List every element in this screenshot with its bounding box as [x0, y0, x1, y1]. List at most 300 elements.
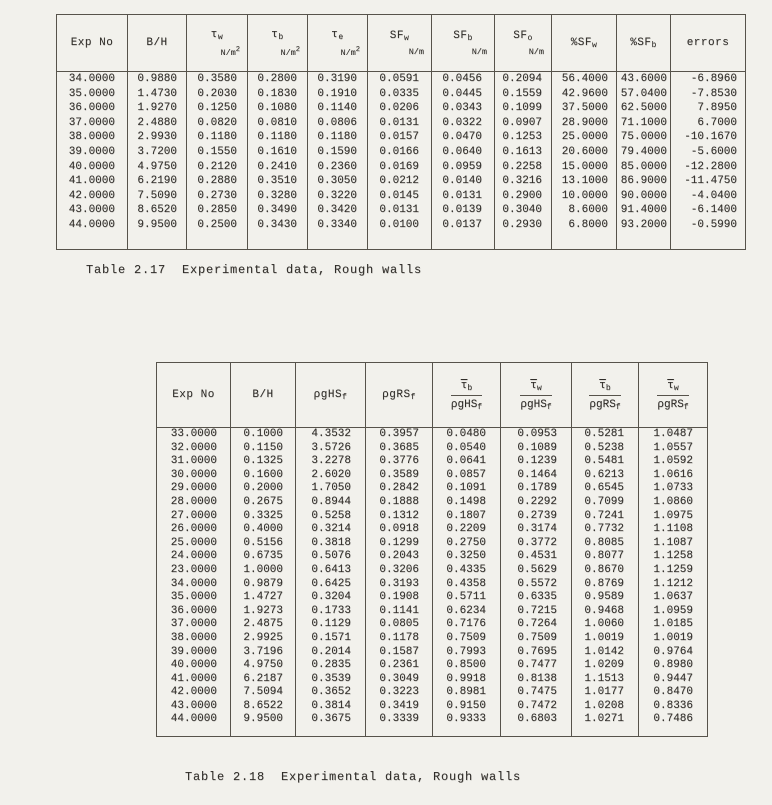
cell: 0.0343 [432, 101, 495, 116]
cell: 0.1239 [501, 455, 572, 469]
cell: 42.9600 [552, 87, 617, 102]
cell: 0.3280 [248, 189, 308, 204]
cell: 0.3204 [296, 591, 366, 605]
column-header [501, 363, 572, 428]
table-header [57, 15, 746, 72]
cell: 0.1610 [248, 145, 308, 160]
cell: 35.0000 [170, 591, 217, 604]
cell: 43.6000 [617, 72, 671, 87]
table-row [157, 646, 708, 660]
cell: 0.7472 [501, 700, 572, 714]
cell: 44.0000 [170, 713, 217, 726]
cell: -5.6000 [671, 145, 746, 160]
table-row [157, 591, 708, 605]
cell: 0.3190 [308, 72, 368, 87]
cell: 1.0019 [572, 632, 639, 646]
column-header-label: B/H [252, 389, 274, 401]
column-header [308, 15, 368, 72]
cell: 0.0206 [368, 101, 432, 116]
table-row [57, 174, 746, 189]
cell: 0.0640 [432, 145, 495, 160]
cell: 0.2043 [366, 550, 433, 564]
table-row [157, 455, 708, 469]
cell: 0.9468 [572, 605, 639, 619]
cell: 0.0918 [366, 523, 433, 537]
cell: 3.5726 [296, 442, 366, 456]
cell: 0.3214 [296, 523, 366, 537]
cell: 0.0145 [368, 189, 432, 204]
cell: 0.2361 [366, 659, 433, 673]
cell: 34.0000 [170, 577, 217, 590]
column-header [296, 363, 366, 428]
cell: 0.6413 [296, 564, 366, 578]
table-header [157, 363, 708, 428]
cell: 31.0000 [170, 455, 217, 468]
cell: 0.5238 [572, 442, 639, 456]
cell: 1.0000 [231, 564, 296, 578]
table-row [157, 537, 708, 551]
cell: 90.0000 [617, 189, 671, 204]
cell: 0.1089 [501, 442, 572, 456]
table-row [157, 469, 708, 483]
cell: 1.0271 [572, 713, 639, 736]
cell: 0.8670 [572, 564, 639, 578]
cell: -6.1400 [671, 203, 746, 218]
column-header-label: $\%SF_b$ [630, 37, 657, 50]
fraction-header-label: $\frac{\overline{\tau}_w}{\rho gRS_f}$ [657, 379, 689, 412]
table-row [157, 564, 708, 578]
table-row [57, 145, 746, 160]
cell: 8.6520 [128, 203, 187, 218]
cell: 10.0000 [552, 189, 617, 204]
cell: 0.3050 [308, 174, 368, 189]
table-row [157, 496, 708, 510]
cell: 28.9000 [552, 116, 617, 131]
cell: 0.9879 [231, 578, 296, 592]
cell: 0.8981 [433, 686, 501, 700]
cell: 0.0140 [432, 174, 495, 189]
cell: 32.0000 [170, 441, 217, 454]
cell: 0.3206 [366, 564, 433, 578]
column-header-label: $\tau_b$ [271, 28, 284, 42]
cell: 0.0953 [501, 428, 572, 442]
cell: 0.1888 [366, 496, 433, 510]
cell: 1.9270 [128, 101, 187, 116]
cell: 85.0000 [617, 160, 671, 175]
cell: 42.0000 [68, 189, 115, 202]
cell: 44.0000 [68, 218, 115, 231]
cell: 0.0540 [433, 442, 501, 456]
table-row [157, 673, 708, 687]
cell: 0.7695 [501, 646, 572, 660]
cell: 0.1299 [366, 537, 433, 551]
cell: 0.8470 [639, 686, 708, 700]
cell: 0.0470 [432, 130, 495, 145]
cell: 1.1259 [639, 564, 708, 578]
cell: 1.9273 [231, 605, 296, 619]
cell: 0.1253 [495, 130, 552, 145]
cell: 0.3589 [366, 469, 433, 483]
cell: 0.1600 [231, 469, 296, 483]
table-row [157, 686, 708, 700]
cell: 93.2000 [617, 218, 671, 249]
cell: 0.9333 [433, 713, 501, 736]
cell: 30.0000 [170, 468, 217, 481]
table-row [157, 632, 708, 646]
cell: 0.7215 [501, 605, 572, 619]
cell: 0.4335 [433, 564, 501, 578]
cell: -4.0400 [671, 189, 746, 204]
cell: 0.1733 [296, 605, 366, 619]
cell: 37.0000 [68, 116, 115, 129]
cell: 39.0000 [170, 645, 217, 658]
cell: 0.3652 [296, 686, 366, 700]
cell: 0.8769 [572, 578, 639, 592]
cell: 0.1550 [187, 145, 248, 160]
column-header [366, 363, 433, 428]
cell: 0.3220 [308, 189, 368, 204]
cell: 0.3685 [366, 442, 433, 456]
column-header [671, 15, 746, 72]
cell: 25.0000 [170, 536, 217, 549]
cell: 0.1180 [248, 130, 308, 145]
cell: 1.7050 [296, 482, 366, 496]
cell: 0.9918 [433, 673, 501, 687]
cell: 0.3430 [248, 218, 308, 249]
cell: 0.0157 [368, 130, 432, 145]
cell: 0.2842 [366, 482, 433, 496]
column-header [57, 15, 128, 72]
cell: 0.2014 [296, 646, 366, 660]
cell: 7.5094 [231, 686, 296, 700]
column-header [432, 15, 495, 72]
cell: 0.2739 [501, 510, 572, 524]
cell: 43.0000 [68, 204, 115, 217]
cell: 0.1140 [308, 101, 368, 116]
cell: 0.2360 [308, 160, 368, 175]
cell: 0.7477 [501, 659, 572, 673]
cell: 75.0000 [617, 130, 671, 145]
cell: 0.0335 [368, 87, 432, 102]
cell: 6.8000 [552, 218, 617, 249]
column-header [248, 15, 308, 72]
cell: 1.1513 [572, 673, 639, 687]
cell: 0.1830 [248, 87, 308, 102]
column-header-label: $\%SF_w$ [570, 37, 598, 50]
cell: 0.1559 [495, 87, 552, 102]
column-unit-label: N/m [471, 46, 487, 57]
cell: 0.1312 [366, 510, 433, 524]
cell: 2.4875 [231, 618, 296, 632]
cell: 1.0487 [639, 428, 708, 442]
cell: 0.2209 [433, 523, 501, 537]
table-row [157, 482, 708, 496]
cell: 0.3675 [296, 713, 366, 736]
cell: 1.1108 [639, 523, 708, 537]
cell: 1.0557 [639, 442, 708, 456]
cell: 0.0591 [368, 72, 432, 87]
cell: 1.1212 [639, 578, 708, 592]
cell: 0.0907 [495, 116, 552, 131]
cell: 1.0616 [639, 469, 708, 483]
fraction-header-label: $\frac{\overline{\tau}_w}{\rho gHS_f}$ [520, 379, 552, 412]
cell: 0.3580 [187, 72, 248, 87]
cell: 0.1464 [501, 469, 572, 483]
cell: 0.3420 [308, 203, 368, 218]
cell: 0.1080 [248, 101, 308, 116]
cell: 0.7176 [433, 618, 501, 632]
cell: 0.0805 [366, 618, 433, 632]
cell: 0.5076 [296, 550, 366, 564]
cell: 0.8077 [572, 550, 639, 564]
cell: 0.3250 [433, 550, 501, 564]
cell: 2.4880 [128, 116, 187, 131]
cell: 0.5481 [572, 455, 639, 469]
experimental-data-table-2-18 [156, 362, 708, 737]
cell: 0.7509 [501, 632, 572, 646]
table-row [157, 605, 708, 619]
table-row [57, 160, 746, 175]
cell: 0.0212 [368, 174, 432, 189]
cell: 0.3049 [366, 673, 433, 687]
cell: 0.4000 [231, 523, 296, 537]
cell: 36.0000 [170, 604, 217, 617]
table-row [57, 189, 746, 204]
column-header [157, 363, 231, 428]
column-unit-label: N/m [528, 46, 544, 57]
cell: 1.0019 [639, 632, 708, 646]
cell: 4.3532 [296, 428, 366, 442]
cell: 0.7509 [433, 632, 501, 646]
cell: 1.0209 [572, 659, 639, 673]
table-row [57, 218, 746, 249]
table-row [57, 101, 746, 116]
fraction-header-label: $\frac{\overline{\tau}_b}{\rho gRS_f}$ [589, 379, 621, 412]
cell: 0.5629 [501, 564, 572, 578]
cell: 0.7732 [572, 523, 639, 537]
cell: 33.0000 [170, 428, 217, 440]
cell: 0.1587 [366, 646, 433, 660]
cell: 0.2850 [187, 203, 248, 218]
cell: 0.1150 [231, 442, 296, 456]
cell: 0.2030 [187, 87, 248, 102]
cell: 0.7486 [639, 713, 708, 736]
table-row [57, 72, 746, 87]
cell: 0.0322 [432, 116, 495, 131]
cell: 37.0000 [170, 618, 217, 631]
cell: 37.5000 [552, 101, 617, 116]
cell: 40.0000 [68, 160, 115, 173]
cell: 2.9925 [231, 632, 296, 646]
cell: 0.2800 [248, 72, 308, 87]
cell: 0.8336 [639, 700, 708, 714]
cell: -10.1670 [671, 130, 746, 145]
cell: 0.0100 [368, 218, 432, 249]
cell: 0.2258 [495, 160, 552, 175]
cell: 0.2292 [501, 496, 572, 510]
cell: 0.3174 [501, 523, 572, 537]
cell: 57.0400 [617, 87, 671, 102]
cell: 0.1180 [187, 130, 248, 145]
column-header [617, 15, 671, 72]
cell: 0.0139 [432, 203, 495, 218]
cell: 1.1258 [639, 550, 708, 564]
cell: 1.0959 [639, 605, 708, 619]
cell: 0.0810 [248, 116, 308, 131]
cell: 56.4000 [552, 72, 617, 87]
header-row [57, 15, 746, 72]
cell: 0.3340 [308, 218, 368, 249]
cell: 1.4730 [128, 87, 187, 102]
cell: 0.1129 [296, 618, 366, 632]
cell: 0.7264 [501, 618, 572, 632]
column-header [572, 363, 639, 428]
column-header [639, 363, 708, 428]
cell: 8.6522 [231, 700, 296, 714]
cell: 0.7099 [572, 496, 639, 510]
table-row [57, 130, 746, 145]
cell: 23.0000 [170, 563, 217, 576]
cell: 1.0860 [639, 496, 708, 510]
cell: 13.1000 [552, 174, 617, 189]
cell: 3.2278 [296, 455, 366, 469]
cell: 0.0131 [368, 116, 432, 131]
table-row [157, 510, 708, 524]
cell: 0.3040 [495, 203, 552, 218]
cell: 0.9764 [639, 646, 708, 660]
cell: 0.0445 [432, 87, 495, 102]
cell: 0.1091 [433, 482, 501, 496]
cell: 0.1000 [231, 428, 296, 442]
cell: 0.1789 [501, 482, 572, 496]
cell: 6.2187 [231, 673, 296, 687]
cell: 0.8138 [501, 673, 572, 687]
cell: 86.9000 [617, 174, 671, 189]
cell: 0.3339 [366, 713, 433, 736]
cell: 3.7196 [231, 646, 296, 660]
cell: 0.6803 [501, 713, 572, 736]
cell: 0.3776 [366, 455, 433, 469]
table-row [157, 550, 708, 564]
cell: 1.0208 [572, 700, 639, 714]
cell: 0.4531 [501, 550, 572, 564]
cell: 0.0166 [368, 145, 432, 160]
cell: 35.0000 [68, 87, 115, 100]
column-header [128, 15, 187, 72]
column-unit-label: $N/m^2$ [340, 45, 360, 58]
column-header-label: errors [686, 37, 730, 49]
cell: 0.6213 [572, 469, 639, 483]
table-row [57, 203, 746, 218]
cell: 0.1141 [366, 605, 433, 619]
cell: 24.0000 [170, 550, 217, 563]
column-header-label: Exp No [172, 389, 215, 401]
cell: 0.0480 [433, 428, 501, 442]
column-header [187, 15, 248, 72]
cell: 20.6000 [552, 145, 617, 160]
cell: 0.8944 [296, 496, 366, 510]
cell: 0.5572 [501, 578, 572, 592]
cell: 2.6020 [296, 469, 366, 483]
cell: 0.5156 [231, 537, 296, 551]
cell: 9.9500 [231, 713, 296, 736]
cell: 0.1807 [433, 510, 501, 524]
cell: 43.0000 [170, 699, 217, 712]
cell: 0.0137 [432, 218, 495, 249]
cell: 0.2094 [495, 72, 552, 87]
cell: 0.3216 [495, 174, 552, 189]
cell: 3.7200 [128, 145, 187, 160]
header-row [157, 363, 708, 428]
cell: -0.5990 [671, 218, 746, 249]
experimental-data-table-2-17 [56, 14, 746, 250]
cell: 0.2000 [231, 482, 296, 496]
column-header-label: $\tau_e$ [331, 28, 344, 42]
cell: 0.0959 [432, 160, 495, 175]
cell: 0.0169 [368, 160, 432, 175]
cell: 1.0185 [639, 618, 708, 632]
cell: 0.8500 [433, 659, 501, 673]
table-row [157, 618, 708, 632]
cell: 0.2410 [248, 160, 308, 175]
cell: 0.0820 [187, 116, 248, 131]
table-row [157, 700, 708, 714]
cell: 0.1910 [308, 87, 368, 102]
cell: 38.0000 [68, 131, 115, 144]
cell: 0.5258 [296, 510, 366, 524]
cell: 7.8950 [671, 101, 746, 116]
cell: 0.3957 [366, 428, 433, 442]
cell: 0.2900 [495, 189, 552, 204]
column-header-label: B/H [146, 37, 168, 49]
table-row [157, 442, 708, 456]
cell: 0.1178 [366, 632, 433, 646]
table-2-17-caption: Table 2.17 Experimental data, Rough walls [86, 263, 423, 277]
cell: 0.9150 [433, 700, 501, 714]
column-unit-label: N/m [408, 46, 424, 57]
cell: 41.0000 [170, 672, 217, 685]
column-header-label: $SF_b$ [453, 29, 473, 43]
cell: 0.1180 [308, 130, 368, 145]
column-header [231, 363, 296, 428]
table-row [157, 659, 708, 673]
column-header-label: $SF_o$ [513, 29, 533, 43]
table-row [157, 523, 708, 537]
cell: 0.3814 [296, 700, 366, 714]
cell: 0.5281 [572, 428, 639, 442]
cell: 25.0000 [552, 130, 617, 145]
cell: -12.2800 [671, 160, 746, 175]
cell: -11.4750 [671, 174, 746, 189]
cell: 0.8980 [639, 659, 708, 673]
cell: 6.2190 [128, 174, 187, 189]
cell: 0.6545 [572, 482, 639, 496]
cell: 0.1590 [308, 145, 368, 160]
cell: 0.6234 [433, 605, 501, 619]
cell: 4.9750 [231, 659, 296, 673]
cell: 1.0975 [639, 510, 708, 524]
cell: 1.0060 [572, 618, 639, 632]
cell: 79.4000 [617, 145, 671, 160]
cell: 9.9500 [128, 218, 187, 249]
cell: 28.0000 [170, 495, 217, 508]
table-row [157, 578, 708, 592]
column-header-label: $\tau_w$ [210, 28, 224, 42]
cell: 39.0000 [68, 145, 115, 158]
cell: 0.8085 [572, 537, 639, 551]
cell: 0.0456 [432, 72, 495, 87]
column-header-label: ρgHS$_f$ [313, 389, 348, 402]
